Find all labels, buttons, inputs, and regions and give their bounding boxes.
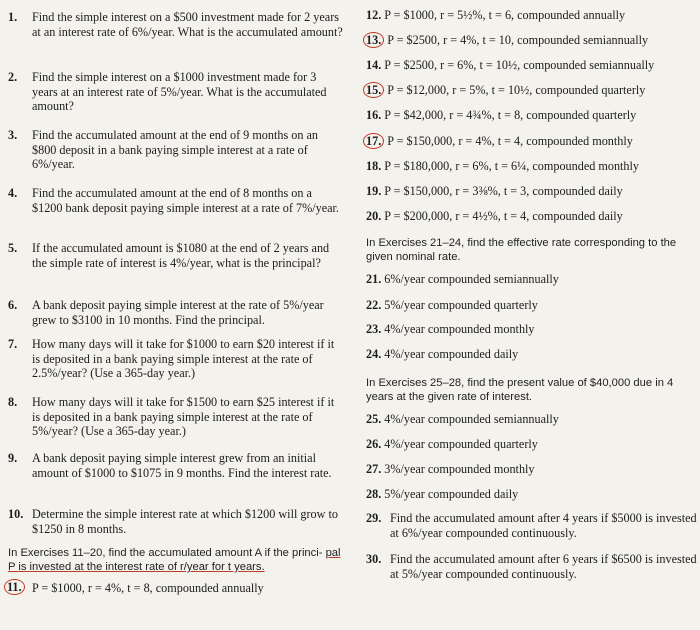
instructions-underlined: pal P is invested at the interest rate of r/year for t years. <box>8 547 341 573</box>
exercise-number: 27. <box>366 462 382 476</box>
exercise-1 <box>8 10 344 39</box>
exercise-2 <box>8 70 344 114</box>
exercise-8 <box>8 395 344 439</box>
exercise-text: 4%/year compounded daily <box>384 347 519 361</box>
exercise-text: P = $2500, r = 6%, t = 10½, compounded semiannually <box>384 58 655 72</box>
exercise-24 <box>366 347 518 362</box>
exercise-text: P = $150,000, r = 3⅜%, t = 3, compounded daily <box>384 184 623 198</box>
exercise-10 <box>8 507 344 536</box>
exercise-text: P = $42,000, r = 4¾%, t = 8, compounded quarterly <box>384 108 637 122</box>
exercise-text: Determine the simple interest rate at which $1200 will grow to $1250 in 8 months. <box>32 507 338 536</box>
exercise-text: P = $1000, r = 4%, t = 8, compounded annually <box>32 581 264 595</box>
exercise-text: 4%/year compounded semiannually <box>384 412 559 426</box>
exercise-text: P = $150,000, r = 4%, t = 4, compounded monthly <box>387 134 633 148</box>
exercise-number: 28. <box>366 487 382 501</box>
exercise-text: A bank deposit paying simple interest grew from an initial amount of $1000 to $1075 in 9 months. Find the interest rate. <box>32 451 332 480</box>
exercise-number: 2. <box>8 70 18 84</box>
exercise-number: 19. <box>366 184 382 198</box>
exercise-text: How many days will it take for $1500 to earn $25 interest if it is deposited in a bank paying simple interest at the rate of 5%/year? (Use a 365-day year.) <box>32 395 335 439</box>
exercise-text: 5%/year compounded quarterly <box>384 298 538 312</box>
exercise-number: 1. <box>8 10 18 24</box>
exercise-text: If the accumulated amount is $1080 at the end of 2 years and the simple rate of interest is 4%/year, what is the principal? <box>32 241 330 270</box>
exercise-3 <box>8 128 344 172</box>
exercise-27 <box>366 462 535 477</box>
exercise-number: 9. <box>8 451 18 465</box>
exercise-text: 5%/year compounded daily <box>384 487 519 501</box>
exercise-12 <box>366 8 625 23</box>
instructions-21-24: In Exercises 21–24, find the effective rate corresponding to the given nominal rate. <box>366 237 677 263</box>
exercise-number: 6. <box>8 298 18 312</box>
exercise-number: 16. <box>366 108 382 122</box>
instructions-25-28: In Exercises 25–28, find the present value of $40,000 due in 4 years at the given rate of interest. <box>366 377 674 403</box>
exercise-text: Find the simple interest on a $1000 investment made for 3 years at an interest rate of 5%/year. What is the accumulated amount? <box>32 70 327 114</box>
exercise-number: 5. <box>8 241 18 255</box>
exercise-number: 18. <box>366 159 382 173</box>
exercise-number: 26. <box>366 437 382 451</box>
exercise-text: How many days will it take for $1000 to earn $20 interest if it is deposited in a bank paying simple interest at the rate of 2.5%/year? (Use a 365-day year.) <box>32 337 335 381</box>
exercise-text: Find the accumulated amount at the end of 9 months on an $800 deposit in a bank paying simple interest at a rate of 6%/year. <box>32 128 319 172</box>
exercise-14 <box>366 58 654 73</box>
exercise-number: 20. <box>366 209 382 223</box>
exercise-number-circled: 15. <box>363 82 384 98</box>
exercise-number: 12. <box>366 8 382 22</box>
exercise-text: Find the accumulated amount at the end of 8 months on a $1200 bank deposit paying simple interest at a rate of 7%/year. <box>32 186 339 215</box>
exercise-text: 6%/year compounded semiannually <box>384 272 559 286</box>
exercise-number: 3. <box>8 128 18 142</box>
exercise-text: Find the simple interest on a $500 investment made for 2 years at an interest rate of 6%/year. What is the accumulated amount? <box>32 10 343 39</box>
exercise-4 <box>8 186 344 215</box>
exercise-21 <box>366 272 559 287</box>
exercise-number: 10. <box>8 507 24 521</box>
exercise-number-circled: 17. <box>363 133 384 149</box>
exercise-9 <box>8 451 344 480</box>
exercise-6 <box>8 298 344 327</box>
exercise-15 <box>366 83 645 98</box>
exercise-text: P = $1000, r = 5½%, t = 6, compounded annually <box>384 8 626 22</box>
instructions-11-20 <box>8 546 344 574</box>
exercise-number: 24. <box>366 347 382 361</box>
exercise-7 <box>8 337 344 381</box>
exercise-text: P = $180,000, r = 6%, t = 6¼, compounded monthly <box>384 159 639 173</box>
exercise-13 <box>366 33 648 48</box>
exercise-text: Find the accumulated amount after 4 years if $5000 is invested at 6%/year compounded continuously. <box>390 511 697 540</box>
exercise-23 <box>366 322 535 337</box>
exercise-22 <box>366 298 538 313</box>
exercise-number-circled: 11. <box>4 579 25 595</box>
exercise-text: 4%/year compounded quarterly <box>384 437 538 451</box>
exercise-number: 25. <box>366 412 382 426</box>
instructions-line-1: In Exercises 11–20, find the accumulated amount A if the princi- <box>8 547 323 559</box>
exercise-text: P = $2500, r = 4%, t = 10, compounded semiannually <box>387 33 649 47</box>
exercise-19 <box>366 184 623 199</box>
exercise-number: 21. <box>366 272 382 286</box>
exercise-text: Find the accumulated amount after 6 years if $6500 is invested at 5%/year compounded continuously. <box>390 552 697 581</box>
exercise-number-circled: 13. <box>363 32 384 48</box>
exercise-26 <box>366 437 538 452</box>
exercise-17 <box>366 134 633 149</box>
exercise-28 <box>366 487 518 502</box>
exercise-text: 4%/year compounded monthly <box>384 322 535 336</box>
exercise-5 <box>8 241 344 270</box>
exercise-16 <box>366 108 636 123</box>
exercise-text: P = $12,000, r = 5%, t = 10½, compounded quarterly <box>387 83 646 97</box>
exercise-number: 14. <box>366 58 382 72</box>
exercise-20 <box>366 209 623 224</box>
exercise-25 <box>366 412 559 427</box>
exercise-number: 23. <box>366 322 382 336</box>
exercise-number: 22. <box>366 298 382 312</box>
exercise-30 <box>366 552 698 581</box>
exercise-number: 29. <box>366 511 382 525</box>
exercise-text: 3%/year compounded monthly <box>384 462 535 476</box>
exercise-number: 30. <box>366 552 382 566</box>
exercise-number: 4. <box>8 186 18 200</box>
exercise-text: P = $200,000, r = 4½%, t = 4, compounded daily <box>384 209 623 223</box>
exercise-18 <box>366 159 639 174</box>
exercise-11 <box>8 581 264 596</box>
exercise-number: 7. <box>8 337 18 351</box>
exercise-text: A bank deposit paying simple interest at the rate of 5%/year grew to $3100 in 10 months. Find the principal. <box>32 298 324 327</box>
exercise-number: 8. <box>8 395 18 409</box>
exercise-29 <box>366 511 698 540</box>
